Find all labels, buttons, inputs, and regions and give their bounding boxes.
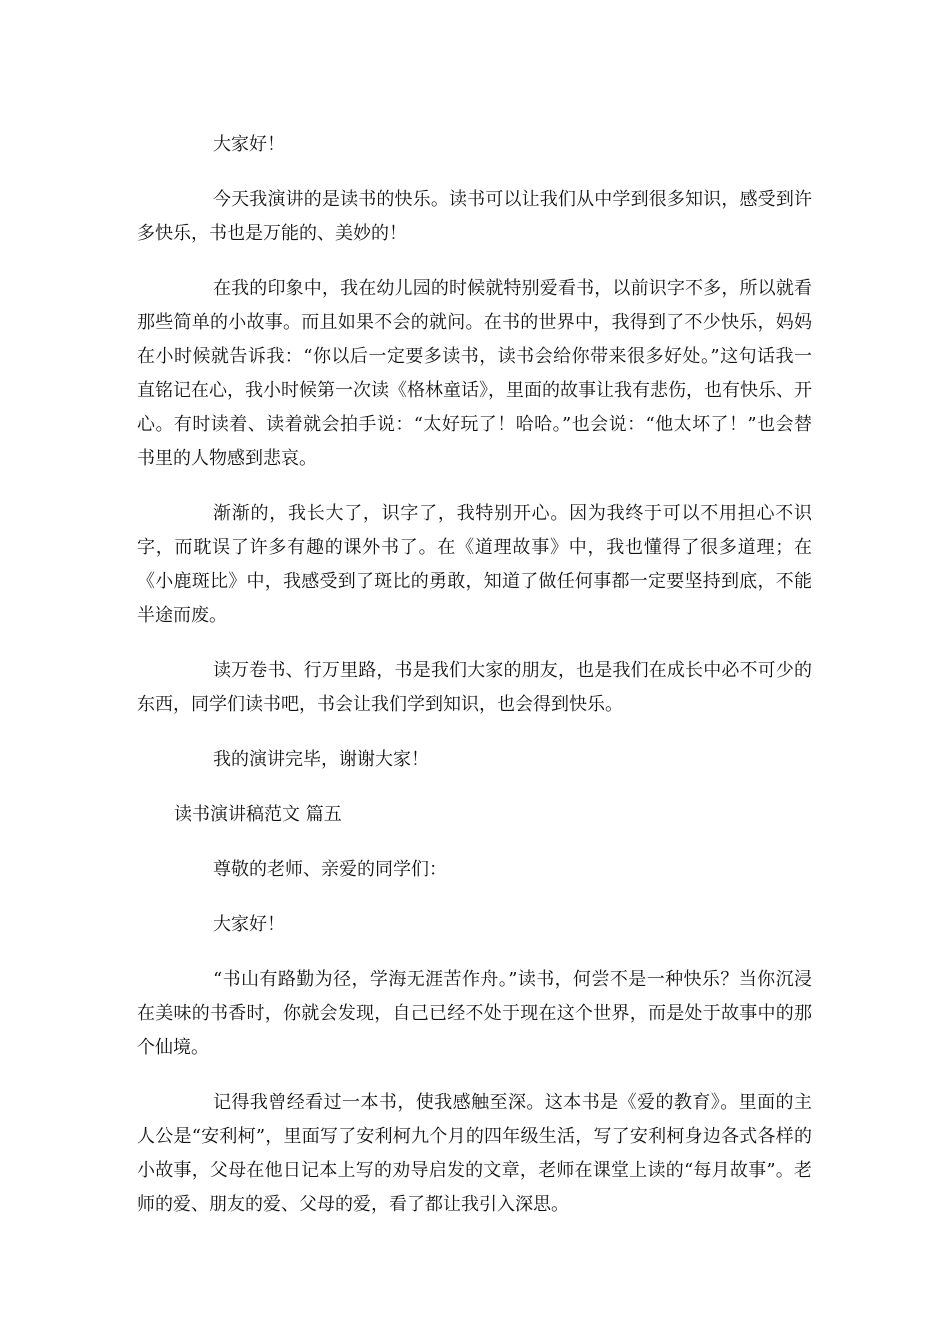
paragraph-growing-up: 渐渐的，我长大了，识字了，我特别开心。因为我终于可以不用担心不识字，而耽误了许多有趣的课外书了。在《道理故事》中，我也懂得了很多道理；在《小鹿斑比》中，我感受到了斑比的勇敢，知道了做任何事都一定要坚持到底，不能半途而废。	[137, 503, 812, 626]
paragraph-memory: 在我的印象中，我在幼儿园的时候就特别爱看书，以前识字不多，所以就看那些简单的小故事。而且如果不会的就问。在书的世界中，我得到了不少快乐，妈妈在小时候就告诉我：“你以后一定要多读书，读书会给你带来很多好处。”这句话我一直铭记在心，我小时候第一次读《格林童话》，里面的故事让我有悲伤，也有快乐、开心。有时读着、读着就会拍手说：“太好玩了！哈哈。”也会说：“他太坏了！”也会替书里的人物感到悲哀。	[137, 278, 812, 469]
paragraph-closing: 我的演讲完毕，谢谢大家！	[213, 749, 429, 770]
paragraph-intro: 今天我演讲的是读书的快乐。读书可以让我们从中学到很多知识，感受到许多快乐，书也是万能的、美妙的！	[137, 189, 812, 244]
paragraph-greeting: 大家好！	[213, 134, 285, 155]
paragraph-conclusion: 读万卷书、行万里路，书是我们大家的朋友，也是我们在成长中必不可少的东西，同学们读书吧，书会让我们学到知识，也会得到快乐。	[137, 660, 812, 715]
document-body	[137, 128, 812, 1243]
paragraph-greeting-2: 大家好！	[213, 914, 285, 935]
section-heading: 读书演讲稿范文 篇五	[174, 804, 342, 825]
paragraph-salutation: 尊敬的老师、亲爱的同学们：	[213, 859, 447, 880]
paragraph-quote: “书山有路勤为径，学海无涯苦作舟。”读书，何尝不是一种快乐？当你沉浸在美味的书香时，你就会发现，自己已经不处于现在这个世界，而是处于故事中的那个仙境。	[137, 969, 812, 1058]
paragraph-book: 记得我曾经看过一本书，使我感触至深。这本书是《爱的教育》。里面的主人公是“安利柯”，里面写了安利柯九个月的四年级生活，写了安利柯身边各式各样的小故事，父母在他日记本上写的劝导启发的文章，老师在课堂上读的“每月故事”。老师的爱、朋友的爱、父母的爱，看了都让我引入深思。	[137, 1092, 812, 1215]
